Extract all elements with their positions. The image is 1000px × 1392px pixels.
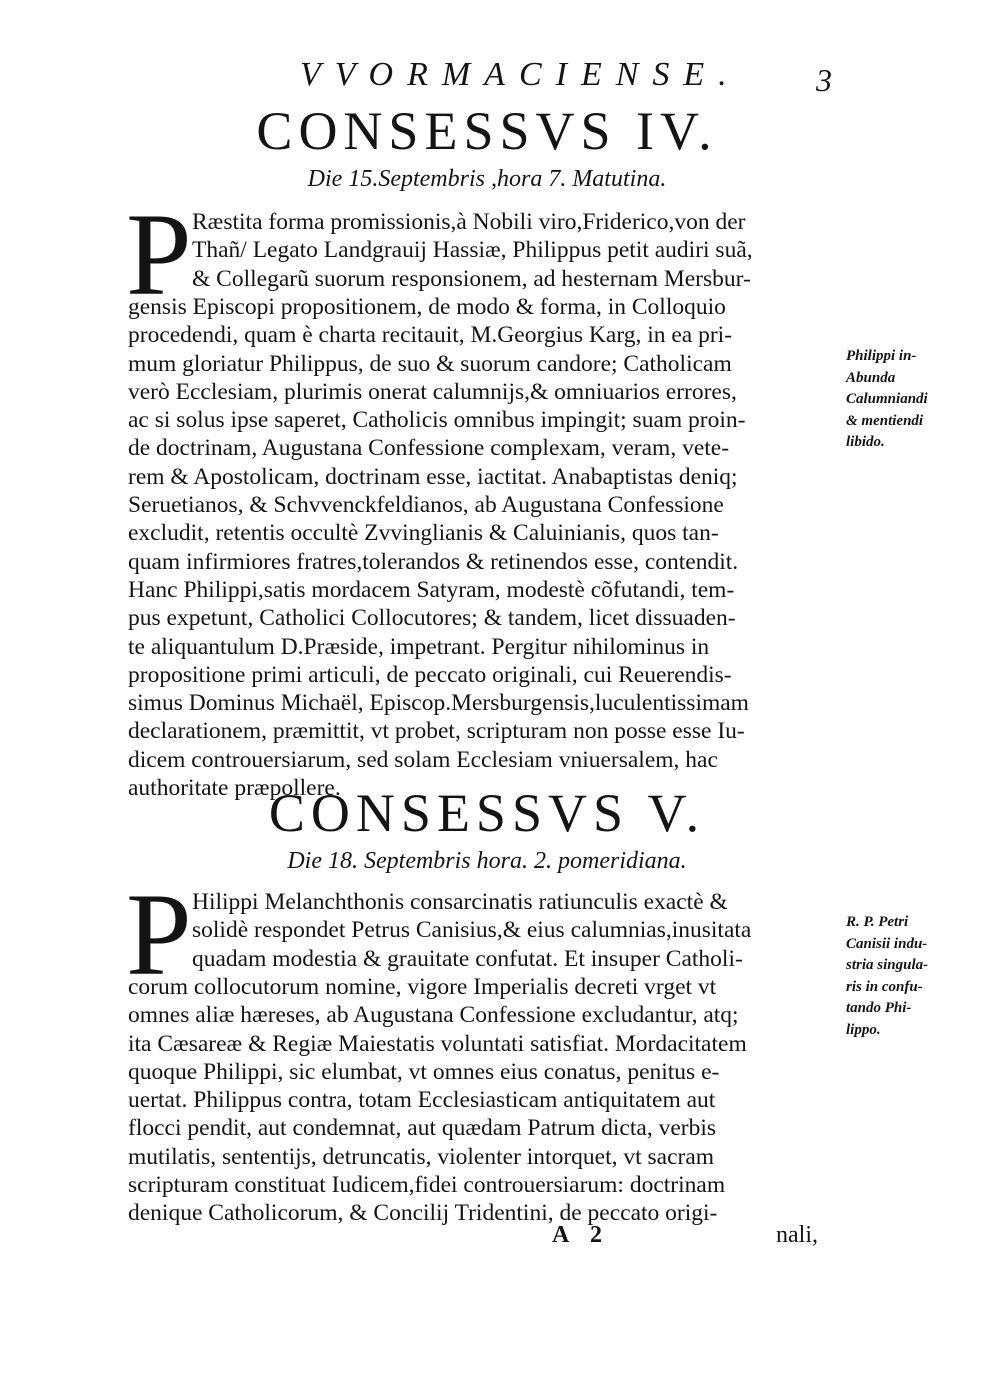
running-title: VVORMACIENSE. [300, 56, 741, 93]
margin-note-line: ris in confu- [846, 978, 923, 995]
text-line: verò Ecclesiam, plurimis onerat calumnijs,& omniuarios errores, [128, 378, 737, 405]
text-line: mutilatis, sententijs, detruncatis, violenter intorquet, vt sacram [128, 1143, 715, 1170]
section-title-v: CONSESSVS V. [268, 783, 706, 843]
text-line: denique Catholicorum, & Concilij Tridentini, de peccato origi- [128, 1200, 718, 1227]
text-line: authoritate præpollere. [128, 775, 341, 801]
text-line: ita Cæsareæ & Regiæ Maiestatis voluntati satisfiat. Mordacitatem [128, 1030, 747, 1057]
text-line: procedendi, quam è charta recitauit, M.Georgius Karg, in ea pri- [128, 322, 733, 349]
text-line: uertat. Philippus contra, totam Ecclesiasticam antiquitatem aut [128, 1087, 716, 1114]
text-line: dicem controuersiarum, sed solam Ecclesiam vniuersalem, hac [128, 746, 718, 773]
text-line: Hanc Philippi,satis mordacem Satyram, modestè cõfutandi, tem- [128, 576, 735, 603]
margin-note-line: libido. [846, 434, 885, 450]
text-line: excludit, retentis occultè Zvvinglianis & Caluinianis, quos tan- [128, 520, 719, 547]
text-line: quadam modestia & grauitate confutat. Et insuper Catholi- [192, 945, 743, 972]
text-line: & Collegarũ suorum responsionem, ad hesternam Mersbur- [192, 265, 751, 292]
text-line: ac si solus ipse saperet, Catholicis omnibus impingit; suam proin- [128, 407, 746, 434]
text-line: rem & Apostolicam, doctrinam esse, iactitat. Anabaptistas deniq; [128, 463, 738, 490]
text-line: propositione primi articuli, de peccato originali, cui Reuerendis- [128, 661, 732, 688]
text-line: flocci pendit, aut condemnat, aut quædam Patrum dicta, verbis [128, 1115, 716, 1142]
drop-cap-initial-iv: P [126, 189, 192, 320]
text-line: Thañ/ Legato Landgrauij Hassiæ, Philippus petit audiri suã, [192, 237, 753, 264]
session-date-v: Die 18. Septembris hora. 2. pomeridiana. [287, 848, 687, 874]
text-line: declarationem, præmittit, vt probet, scripturam non posse esse Iu- [128, 718, 745, 745]
page-number: 3 [816, 62, 832, 98]
text-line: gensis Episcopi propositionem, de modo & forma, in Colloquio [128, 293, 726, 320]
margin-note-line: lippo. [846, 1021, 881, 1038]
margin-note-line: Abunda [846, 369, 896, 386]
text-line: Ræstita forma promissionis,à Nobili viro,Friderico,von der [192, 209, 746, 235]
text-line: solidè respondet Petrus Canisius,& eius calumnias,inusitata [192, 917, 752, 944]
margin-note-line: Canisii indu- [846, 935, 928, 952]
text-line: mum gloriatur Philippus, de suo & suorum candore; Catholicam [128, 350, 732, 377]
text-line: scripturam constituat Iudicem,fidei controuersiarum: doctrinam [128, 1172, 726, 1198]
text-line: omnes aliæ hæreses, ab Augustana Confessione excludantur, atq; [128, 1002, 739, 1029]
margin-note-line: R. P. Petri [846, 914, 909, 930]
drop-cap-initial-v: P [126, 869, 192, 1000]
session-date-iv: Die 15.Septembris ,hora 7. Matutina. [307, 166, 667, 192]
text-line: pus expetunt, Catholici Collocutores; & tandem, licet dissuaden- [128, 605, 736, 632]
signature-mark: A 2 [552, 1222, 611, 1248]
text-line: corum collocutorum nomine, vigore Imperialis decreti vrget vt [128, 973, 717, 1000]
margin-note-line: stria singula- [846, 957, 929, 973]
section-title-iv: CONSESSVS IV. [256, 101, 718, 161]
text-line: te aliquantulum D.Præside, impetrant. Pergitur nihilominus in [128, 633, 710, 660]
margin-note-line: tando Phi- [846, 1000, 912, 1016]
margin-note-line: & mentiendi [846, 412, 924, 429]
text-line: de doctrinam, Augustana Confessione complexam, veram, vete- [128, 435, 730, 462]
text-line: quoque Philippi, sic elumbat, vt omnes eius conatus, penitus e- [128, 1058, 720, 1085]
catchword: nali, [776, 1222, 818, 1248]
text-line: Seruetianos, & Schvvenckfeldianos, ab Augustana Confessione [128, 492, 724, 518]
text-line: simus Dominus Michaël, Episcop.Mersburgensis,luculentissimam [128, 690, 749, 717]
margin-note-line: Calumniandi [846, 391, 928, 407]
text-line: quam infirmiores fratres,tolerandos & retinendos esse, contendit. [128, 548, 739, 575]
margin-note-line: Philippi in- [846, 348, 917, 364]
text-line: Hilippi Melanchthonis consarcinatis ratiunculis exactè & [192, 889, 728, 915]
